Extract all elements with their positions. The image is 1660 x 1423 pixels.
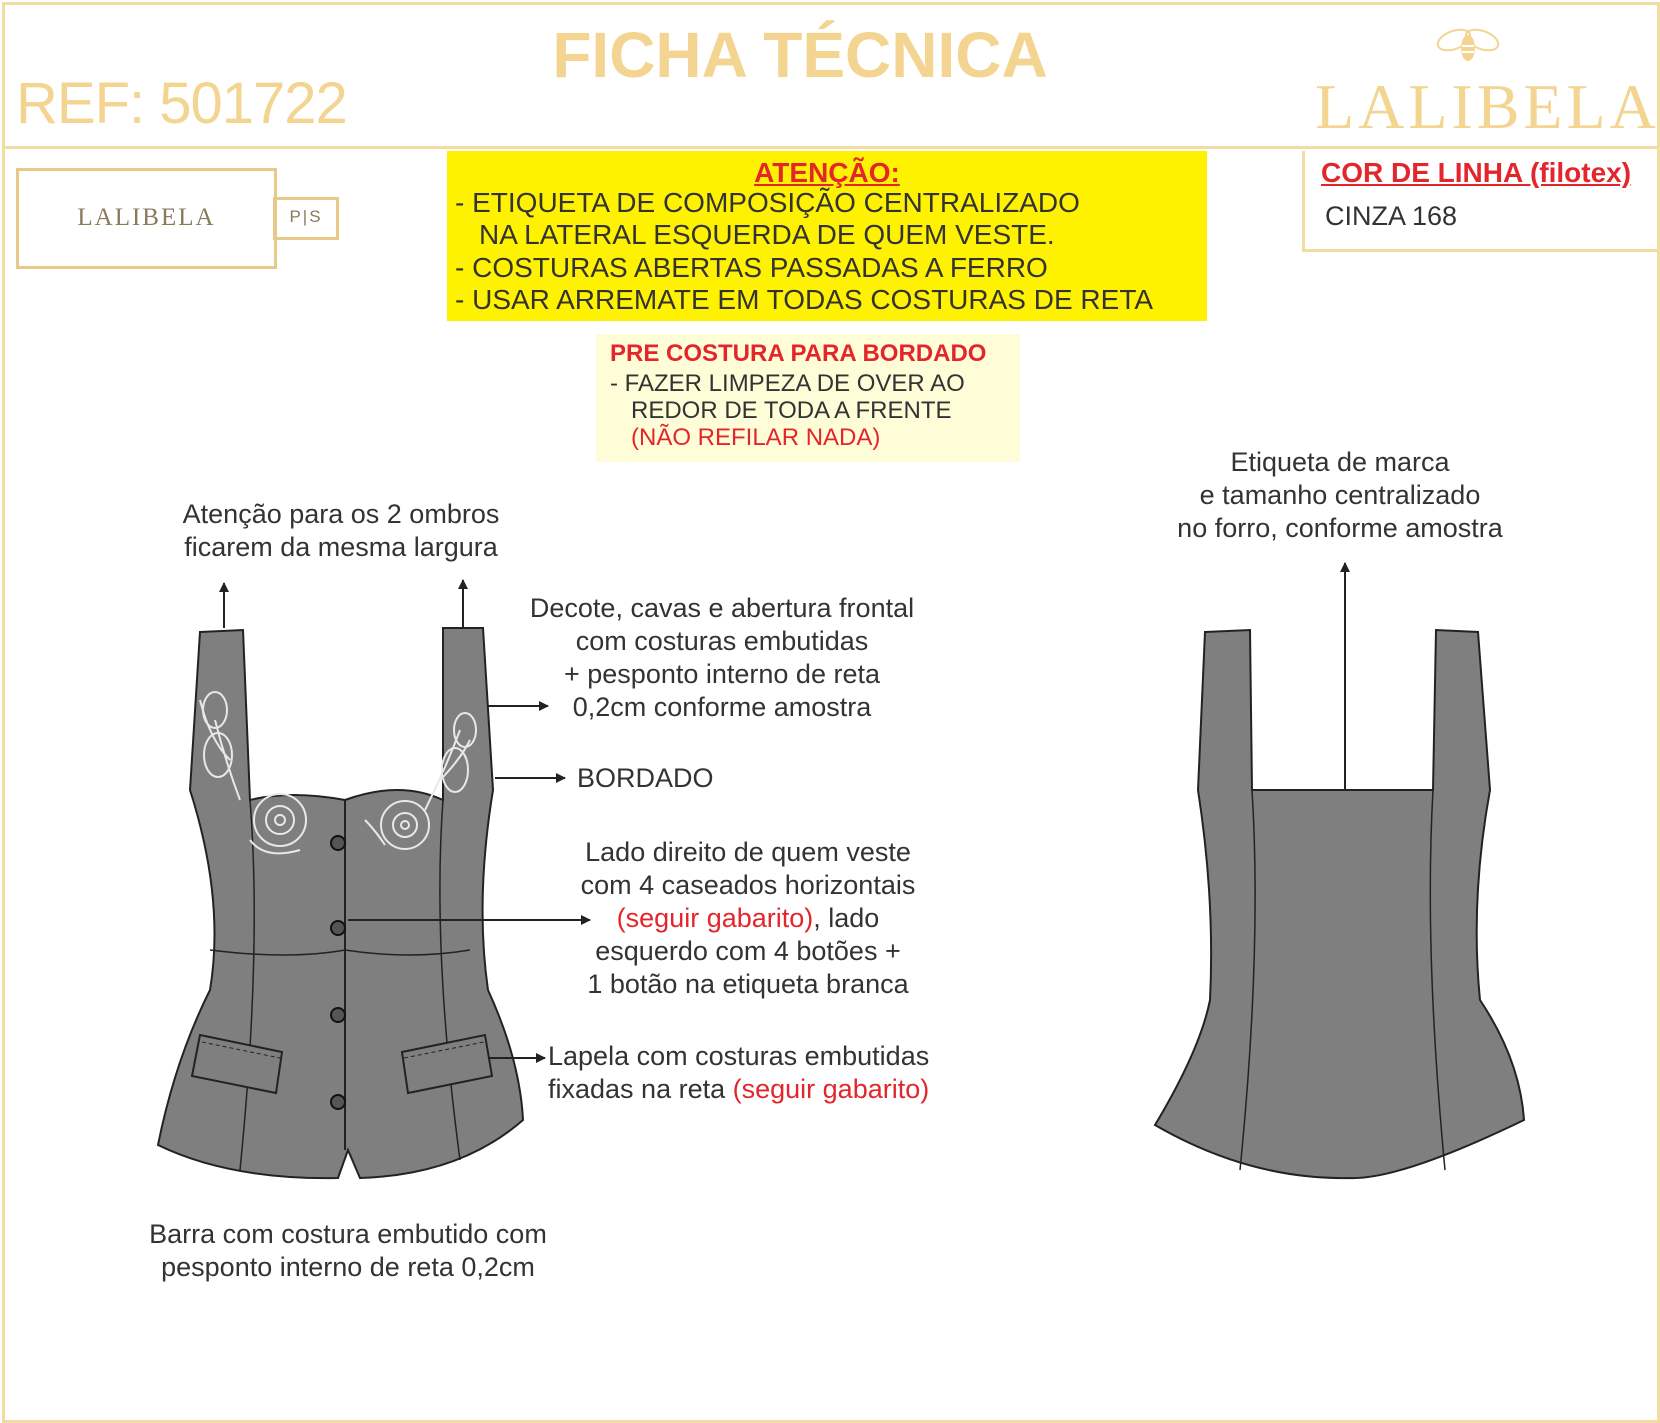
note-flap [548,1040,929,1106]
note-line-rest: , lado [813,903,880,933]
size-label-text: P|S [289,207,323,226]
note-line: Etiqueta de marca [1230,447,1450,477]
gabarito-highlight: (seguir gabarito) [732,1074,930,1104]
brand-logo: LALIBELA [1315,71,1660,142]
note-line: + pesponto interno de reta [564,659,880,689]
pre-seam-line: REDOR DE TODA A FRENTE [631,397,952,424]
page-title: FICHA TÉCNICA [552,19,1048,91]
gabarito-highlight: (seguir gabarito) [616,903,814,933]
note-line: Decote, cavas e abertura frontal [529,593,915,623]
note-line-start: fixadas na reta [548,1074,733,1104]
button [331,1008,345,1022]
button [331,836,345,850]
back-garment-body [1155,630,1524,1178]
pre-seam-title: PRE COSTURA PARA BORDADO [610,340,987,367]
pre-seam-warning: (NÃO REFILAR NADA) [631,424,881,451]
back-view [1155,630,1524,1178]
note-line: Barra com costura embutido com [149,1219,547,1249]
note-line: no forro, conforme amostra [1177,513,1503,543]
button [331,921,345,935]
thread-color-value: CINZA 168 [1325,201,1458,231]
note-line: Atenção para os 2 ombros [182,499,500,529]
note-line: esquerdo com 4 botões + [595,936,901,966]
reference-code: REF: 501722 [16,71,347,136]
note-line: Lado direito de quem veste [585,837,911,867]
button [331,1095,345,1109]
attention-title: ATENÇÃO: [754,157,900,188]
note-line: e tamanho centralizado [1199,480,1481,510]
note-line: pesponto interno de reta 0,2cm [161,1252,535,1282]
note-line [548,1073,929,1106]
attention-line: - USAR ARREMATE EM TODAS COSTURAS DE RETA [455,284,1154,315]
pre-seam-line: - FAZER LIMPEZA DE OVER AO [610,370,965,397]
attention-line: - COSTURAS ABERTAS PASSADAS A FERRO [455,252,1048,283]
note-line: 0,2cm conforme amostra [572,692,872,722]
note-brand-label [1135,446,1545,545]
note-neckline [512,592,932,724]
note-line: 1 botão na etiqueta branca [587,969,909,999]
attention-line: NA LATERAL ESQUERDA DE QUEM VESTE. [479,219,1055,250]
thread-color-title: COR DE LINHA (filotex) [1321,157,1632,188]
note-line: com costuras embutidas [575,626,869,656]
note-line: com 4 caseados horizontais [580,870,916,900]
front-view [158,628,523,1178]
brand-label-text: LALIBELA [77,204,216,231]
attention-line: - ETIQUETA DE COMPOSIÇÃO CENTRALIZADO [455,187,1080,218]
note-hem [118,1218,578,1284]
note-line: ficarem da mesma largura [184,532,498,562]
note-embroidery: BORDADO [577,763,714,793]
note-line [548,902,948,935]
note-buttonholes [548,836,948,1001]
note-shoulders [168,498,514,564]
note-line: Lapela com costuras embutidas [548,1041,930,1071]
